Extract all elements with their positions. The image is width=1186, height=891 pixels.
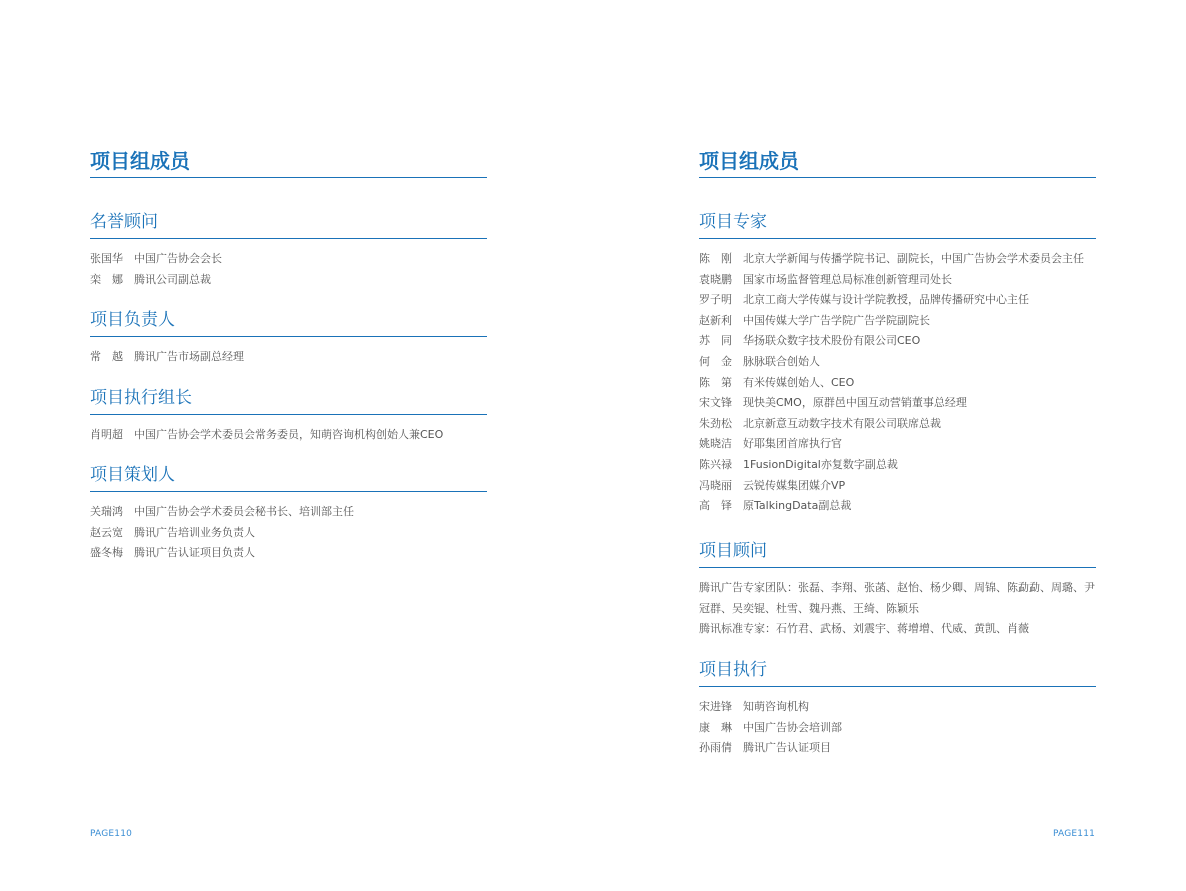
member-name: 栾 娜 <box>90 272 123 286</box>
member-role: 1FusionDigital亦复数字副总裁 <box>743 457 898 471</box>
member-name: 宋进锋 <box>699 700 732 713</box>
right-title-divider <box>699 177 1096 178</box>
member-name: 宋文锋 <box>699 396 732 410</box>
member-row <box>699 393 1096 414</box>
advisor-standard-paragraph: 腾讯标准专家：石竹君、武杨、刘震宇、蒋增增、代威、黄凯、肖薇 <box>699 622 1029 636</box>
section-execution <box>699 658 1096 759</box>
member-name: 袁晓鹏 <box>699 272 732 286</box>
member-role: 中国广告协会学术委员会秘书长、培训部主任 <box>134 505 354 518</box>
member-row <box>699 249 1096 270</box>
member-role: 腾讯广告培训业务负责人 <box>134 525 255 539</box>
member-name: 高 铎 <box>699 499 732 513</box>
member-role: 云锐传媒集团媒介VP <box>743 478 846 492</box>
member-row <box>699 476 1096 497</box>
member-row <box>90 523 487 544</box>
member-role: 腾讯广告认证项目 <box>743 741 831 755</box>
member-name: 盛冬梅 <box>90 546 123 560</box>
page-number-left: PAGE110 <box>90 829 133 839</box>
member-role: 中国广告协会培训部 <box>743 720 842 734</box>
member-role: 知萌咨询机构 <box>743 700 809 713</box>
section-title: 项目顾问 <box>699 541 767 561</box>
member-name: 陈兴禄 <box>699 457 732 471</box>
member-name: 陈 刚 <box>699 252 732 265</box>
advisor-team-paragraph: 腾讯广告专家团队：张磊、李翔、张菡、赵怡、杨少卿、周锦、陈勐勐、周璐、尹冠群、吴奕锟、杜雪、魏丹燕、王绮、陈颖乐 <box>699 581 1095 615</box>
member-name: 朱劲松 <box>699 416 732 430</box>
section-title: 项目执行组长 <box>90 388 192 408</box>
member-row <box>90 425 487 446</box>
member-row <box>90 249 487 270</box>
section-title: 名誉顾问 <box>90 212 158 232</box>
member-role: 腾讯公司副总裁 <box>134 272 211 286</box>
member-name: 赵新利 <box>699 313 732 327</box>
member-name: 张国华 <box>90 252 123 265</box>
member-row <box>699 270 1096 291</box>
section-title: 项目执行 <box>699 660 767 680</box>
member-name: 何 金 <box>699 354 732 368</box>
section-advisors <box>699 539 1096 640</box>
left-page-title: 项目组成员 <box>90 149 190 173</box>
member-row <box>90 543 487 564</box>
member-row <box>699 434 1096 455</box>
member-name: 陈 第 <box>699 375 732 389</box>
member-row <box>699 414 1096 435</box>
member-name: 苏 同 <box>699 334 732 348</box>
member-row <box>699 718 1096 739</box>
member-name: 肖明超 <box>90 428 123 441</box>
left-title-divider <box>90 177 487 178</box>
member-role: 腾讯广告市场副总经理 <box>134 350 244 363</box>
member-name: 常 越 <box>90 350 123 363</box>
section-title: 项目策划人 <box>90 465 175 485</box>
member-role: 脉脉联合创始人 <box>743 354 820 368</box>
member-role: 现快美CMO，原群邑中国互动营销董事总经理 <box>743 396 967 410</box>
right-page-title: 项目组成员 <box>699 149 799 173</box>
member-name: 赵云宽 <box>90 525 123 539</box>
section-honorary-advisors <box>90 210 487 290</box>
member-row <box>90 270 487 291</box>
member-role: 北京大学新闻与传播学院书记、副院长，中国广告协会学术委员会主任 <box>743 252 1084 265</box>
member-role: 腾讯广告认证项目负责人 <box>134 546 255 560</box>
member-name: 姚晓洁 <box>699 437 732 451</box>
member-role: 国家市场监督管理总局标准创新管理司处长 <box>743 272 952 286</box>
member-row <box>699 290 1096 311</box>
section-executive-lead <box>90 386 487 446</box>
member-role: 中国广告协会学术委员会常务委员，知萌咨询机构创始人兼CEO <box>134 428 444 441</box>
member-row <box>699 738 1096 759</box>
section-experts <box>699 210 1096 517</box>
member-row <box>699 311 1096 332</box>
section-title: 项目负责人 <box>90 310 175 330</box>
member-name: 冯晓丽 <box>699 478 732 492</box>
member-row <box>90 347 487 368</box>
member-role: 华扬联众数字技术股份有限公司CEO <box>743 334 921 348</box>
member-row <box>699 496 1096 517</box>
member-role: 中国广告协会会长 <box>134 252 222 265</box>
member-role: 好耶集团首席执行官 <box>743 437 842 451</box>
member-role: 中国传媒大学广告学院广告学院副院长 <box>743 313 930 327</box>
member-row <box>699 373 1096 394</box>
member-row <box>90 502 487 523</box>
member-name: 关瑞鸿 <box>90 505 123 518</box>
member-role: 北京新意互动数字技术有限公司联席总裁 <box>743 416 941 430</box>
member-name: 康 琳 <box>699 720 732 734</box>
member-row <box>699 455 1096 476</box>
member-name: 罗子明 <box>699 293 732 307</box>
section-planners <box>90 463 487 564</box>
member-role: 有米传媒创始人、CEO <box>743 375 855 389</box>
section-project-lead <box>90 308 487 368</box>
section-title: 项目专家 <box>699 212 767 232</box>
member-role: 北京工商大学传媒与设计学院教授，品牌传播研究中心主任 <box>743 293 1029 307</box>
member-role: 原TalkingData副总裁 <box>743 499 852 513</box>
page-number-right: PAGE111 <box>1053 829 1096 839</box>
member-row <box>699 352 1096 373</box>
member-name: 孙雨倩 <box>699 741 732 755</box>
member-row <box>699 697 1096 718</box>
member-row <box>699 331 1096 352</box>
